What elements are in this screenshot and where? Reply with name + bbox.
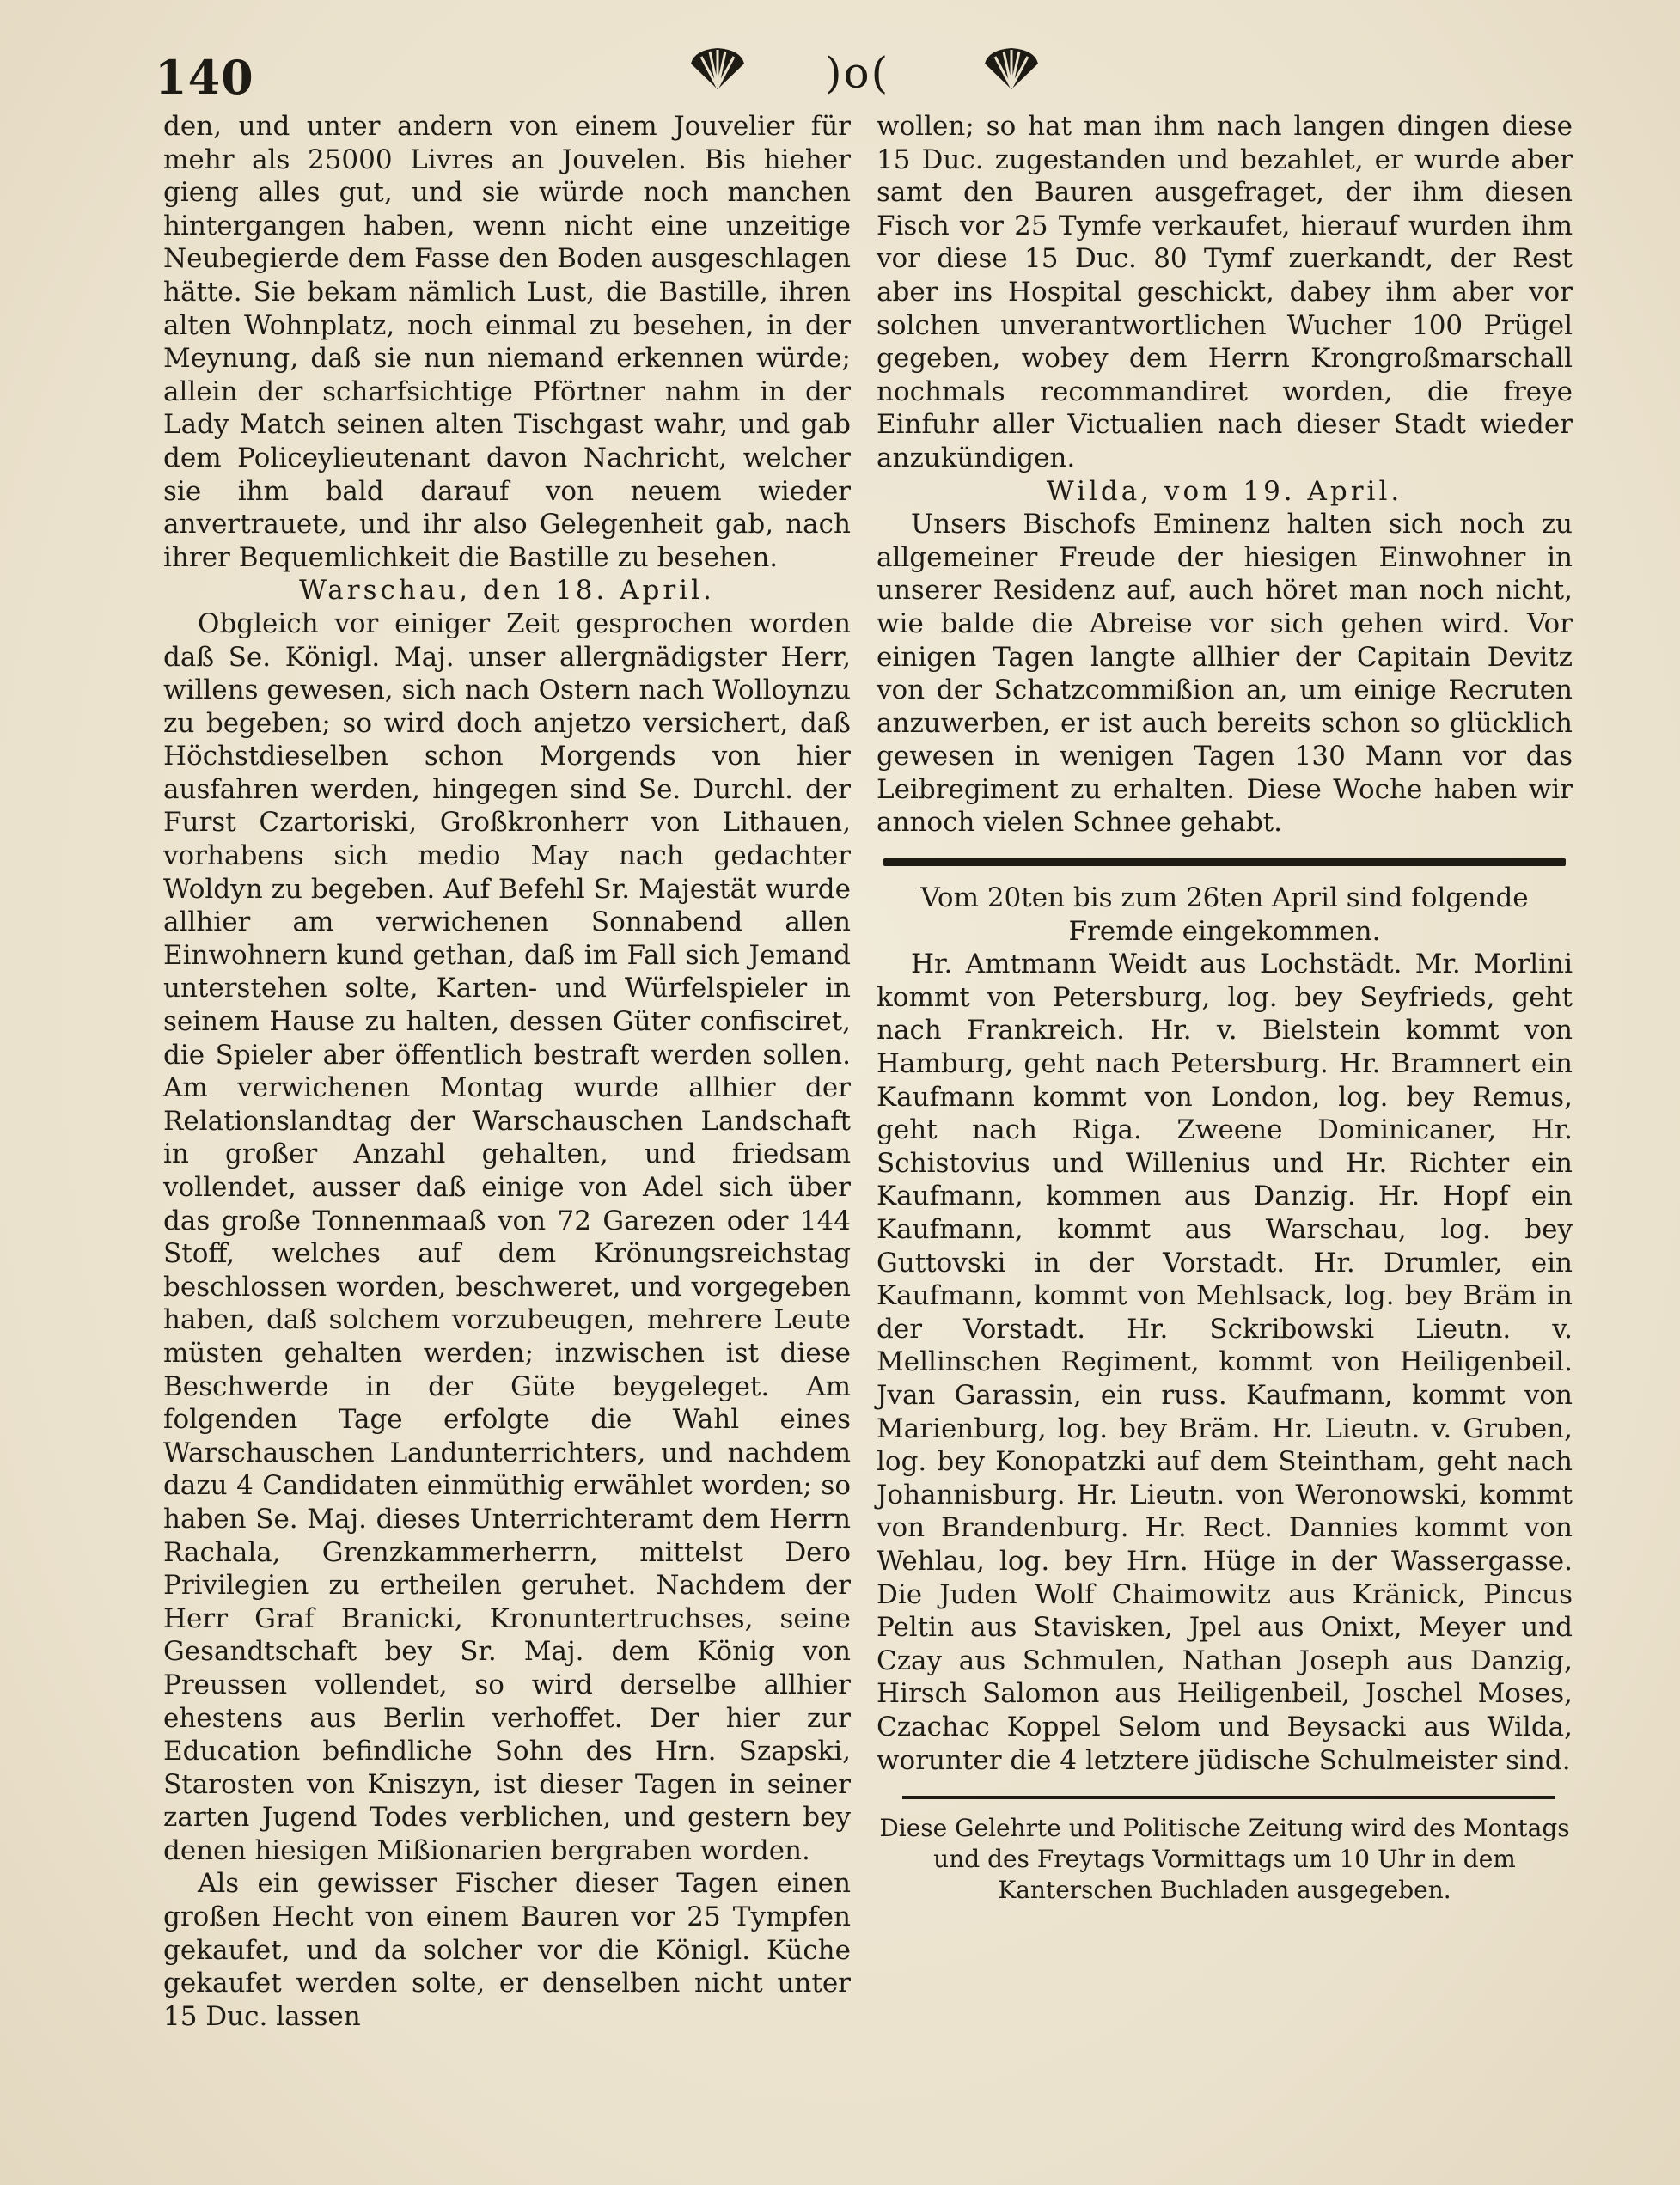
dateline-wilda: Wilda, vom 19. April. (1046, 475, 1403, 507)
header-ornament: )o( (825, 48, 890, 98)
arrivals-list: Hr. Amtmann Weidt aus Lochstädt. Mr. Morlini kommt von Petersburg, log. bey Seyfrieds, geht nach Frankreich. Hr. v. Bielstein kommt von Hamburg, geht nach Petersburg. Hr. Bramnert ein Kaufmann kommt von London, log. bey Remus, geht nach Riga. Zweene Dominicaner, Hr. Schistovius und Willenius und Hr. Richter ein Kaufmann, kommen aus Danzig. Hr. Hopf ein Kaufmann, kommt aus Warschau, log. bey Guttovski in der Vorstadt. Hr. Drumler, ein Kaufmann, kommt von Mehlsack, log. bey Bräm in der Vorstadt. Hr. Sckribowski Lieutn. v. Mellinschen Regiment, kommt von Heiligenbeil. Jvan Garassin, ein russ. Kaufmann, kommt von Marienburg, log. bey Bräm. Hr. Lieutn. v. Gruben, log. bey Konopatzki auf dem Steintham, geht nach Johannisburg. Hr. Lieutn. von Weronowski, kommt von Brandenburg. Hr. Rect. Dannies kommt von Wehlau, log. bey Hrn. Hüge in der Wassergasse. Die Juden Wolf Chaimowitz aus Kränick, Pincus Peltin aus Stavisken, Jpel aus Onixt, Meyer und Czay aus Schmulen, Nathan Joseph aus Danzig, Hirsch Salomon aus Heiligenbeil, Joschel Moses, Czachac Koppel Selom und Beysacki aus Wilda, worunter die 4 letztere jüdische Schulmeister sind. (877, 949, 1573, 1776)
dateline-warschau: Warschau, den 18. April. (299, 575, 715, 607)
right-column (877, 110, 1573, 1906)
shell-ornament-icon (980, 45, 1043, 93)
colophon-divider (902, 1796, 1555, 1799)
page-header (155, 41, 1581, 110)
paragraph: Obgleich vor einiger Zeit gesprochen worden daß Se. Königl. Maj. unser allergnädigster Herr, willens gewesen, sich nach Ostern nach Wolloynzu zu begeben; so wird doch anjetzo versichert, daß Höchstdieselben schon Morgends von hier ausfahren werden, hingegen sind Se. Durchl. der Furst Czartoriski, Großkronherr von Lithauen, vorhabens sich medio May nach gedachter Woldyn zu begeben. Auf Befehl Sr. Majestät wurde allhier am verwichenen Sonnabend allen Einwohnern kund gethan, daß im Fall sich Jemand unterstehen solte, Karten- und Würfelspieler in seinem Hause zu halten, dessen Güter confisciret, die Spieler aber öffentlich bestraft werden sollen. Am verwichenen Montag wurde allhier der Relationslandtag der Warschauschen Landschaft in großer Anzahl gehalten, und friedsam vollendet, ausser daß einige von Adel sich über das große Tonnenmaaß von 72 Garezen oder 144 Stoff, welches auf dem Krönungsreichstag beschlossen worden, beschweret, und vorgegeben haben, daß solchem vorzubeugen, mehrere Leute müsten gehalten werden; inzwischen ist diese Beschwerde in der Güte beygeleget. Am folgenden Tage erfolgte die Wahl eines Warschauschen Landunterrichters, und nachdem dazu 4 Candidaten einmüthig erwählet worden; so haben Se. Maj. dieses Unterrichteramt dem Herrn Rachala, Grenzkammerherrn, mittelst Dero Privilegien zu ertheilen geruhet. Nachdem der Herr Graf Branicki, Kronuntertruchses, seine Gesandtschaft bey Sr. Maj. dem König von Preussen vollendet, so wird derselbe allhier ehestens aus Berlin verhoffet. Der hier zur Education befindliche Sohn des Hrn. Szapski, Starosten von Kniszyn, ist dieser Tagen in seiner zarten Jugend Todes verblichen, und gestern bey denen hiesigen Mißionarien bergraben worden. (163, 607, 851, 1866)
shell-ornament-icon (686, 45, 749, 93)
arrivals-heading: Vom 20ten bis zum 26ten April sind folgende Fremde eingekommen. (920, 882, 1529, 947)
paragraph: wollen; so hat man ihm nach langen dingen diese 15 Duc. zugestanden und bezahlet, er wurde aber samt den Bauren ausgefraget, der ihm diesen Fisch vor 25 Tymfe verkaufet, hierauf wurden ihm vor diese 15 Duc. 80 Tymf zuerkandt, der Rest aber ins Hospital geschickt, dabey ihm aber vor solchen unverantwortlichen Wucher 100 Prügel gegeben, wobey dem Herrn Krongroßmarschall nochmals recommandiret worden, die freye Einfuhr aller Victualien nach dieser Stadt wieder anzukündigen. (877, 111, 1573, 473)
section-divider (883, 858, 1566, 866)
colophon: Diese Gelehrte und Politische Zeitung wird des Montags und des Freytags Vormittags um 10 Uhr in dem Kanterschen Buchladen ausgegeben. (879, 1814, 1570, 1905)
page-number: 140 (155, 50, 254, 105)
left-column (163, 110, 851, 2033)
paragraph: Als ein gewisser Fischer dieser Tagen einen großen Hecht von einem Bauren vor 25 Tympfen gekaufet, und da solcher vor die Königl. Küche gekaufet werden solte, er denselben nicht unter 15 Duc. lassen (163, 1868, 851, 2032)
paragraph: den, und unter andern von einem Jouvelier für mehr als 25000 Livres an Jouvelen. Bis hieher gieng alles gut, und sie würde noch manchen hintergangen haben, wenn nicht eine unzeitige Neubegierde dem Fasse den Boden ausgeschlagen hätte. Sie bekam nämlich Lust, die Bastille, ihren alten Wohnplatz, noch einmal zu besehen, in der Meynung, daß sie nun niemand erkennen würde; allein der scharfsichtige Pförtner nahm in der Lady Match seinen alten Tischgast wahr, und gab dem Policeylieutenant davon Nachricht, welcher sie ihm bald darauf von neuem wieder anvertrauete, und ihr also Gelegenheit gab, nach ihrer Bequemlichkeit die Bastille zu besehen. (163, 111, 851, 573)
paragraph: Unsers Bischofs Eminenz halten sich noch zu allgemeiner Freude der hiesigen Einwohner in unserer Residenz auf, auch höret man noch nicht, wie balde die Abreise vor sich gehen wird. Vor einigen Tagen langte allhier der Capitain Devitz von der Schatzcommißion an, um einige Recruten anzuwerben, er ist auch bereits schon so glücklich gewesen in wenigen Tagen 130 Mann vor das Leibregiment zu erhalten. Diese Woche haben wir annoch vielen Schnee gehabt. (877, 509, 1573, 839)
